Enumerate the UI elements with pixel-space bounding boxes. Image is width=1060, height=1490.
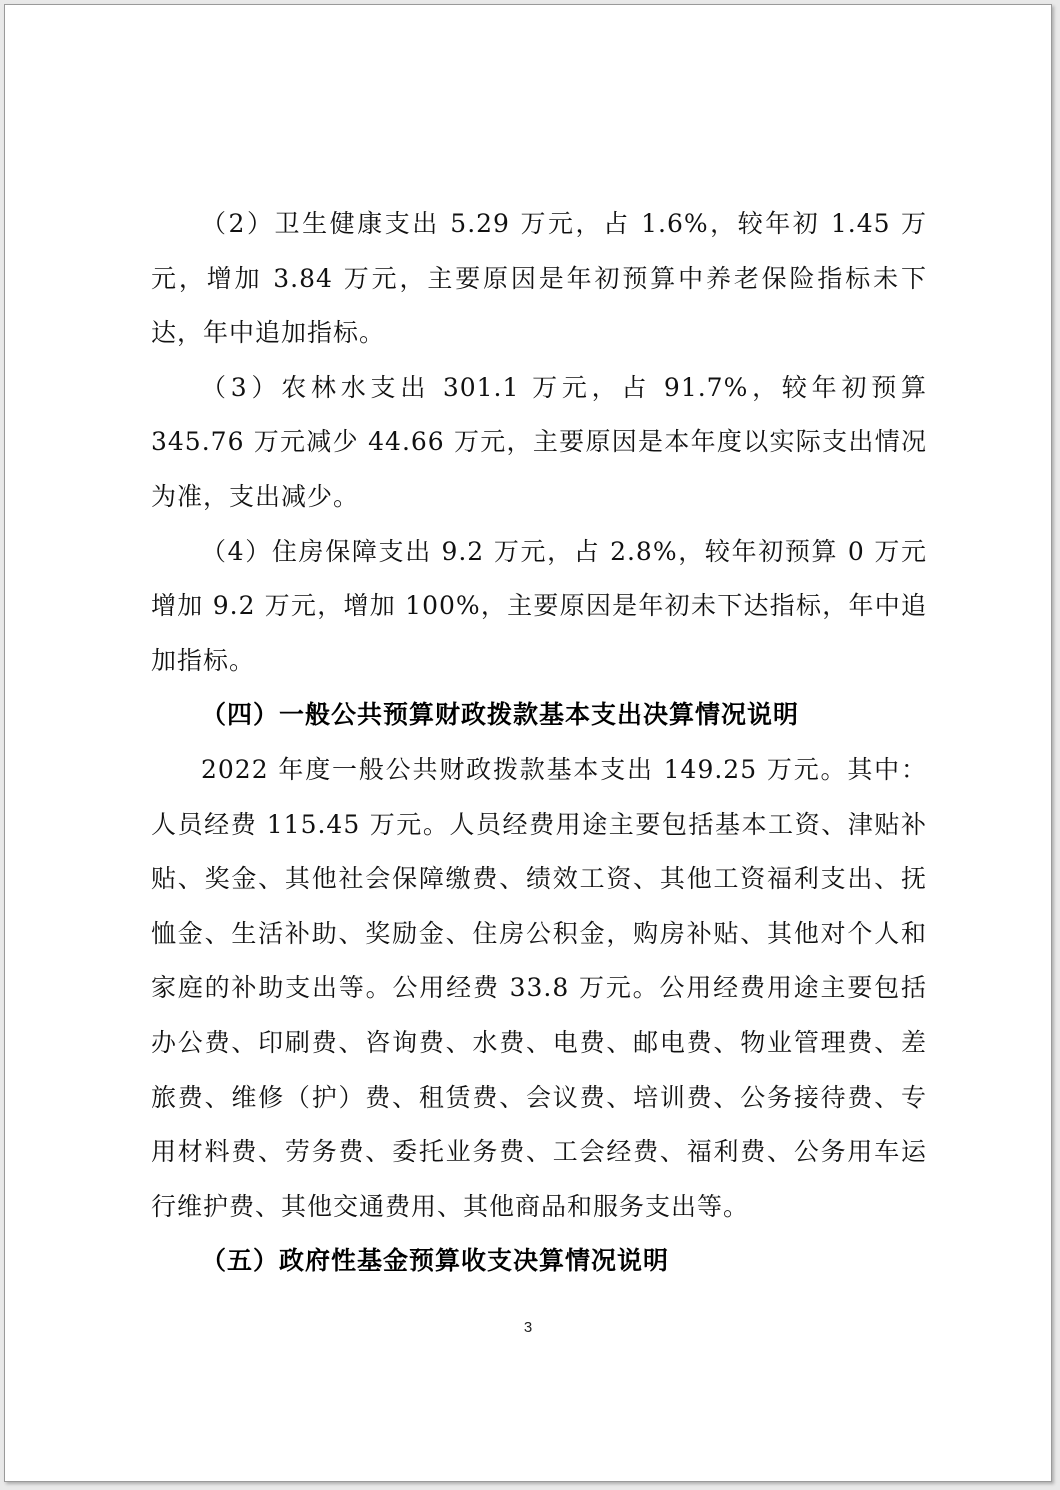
paragraph-basic-expenditure: 2022 年度一般公共财政拨款基本支出 149.25 万元。其中：人员经费 115.45 万元。人员经费用途主要包括基本工资、津贴补贴、奖金、其他社会保障缴费、绩效工资、其他工资福利支出、抚恤金、生活补助、奖励金、住房公积金，购房补贴、其他对个人和家庭的补助支出等。公用经费 33.8 万元。公用经费用途主要包括办公费、印刷费、咨询费、水费、电费、邮电费、物业管理费、差旅费、维修（护）费、租赁费、会议费、培训费、公务接待费、专用材料费、劳务费、委托业务费、工会经费、福利费、公务用车运行维护费、其他交通费用、其他商品和服务支出等。 (151, 754, 927, 1221)
section-heading-basic-expenditure: （四）一般公共预算财政拨款基本支出决算情况说明 (201, 700, 800, 730)
section-heading-government-fund: （五）政府性基金预算收支决算情况说明 (201, 1246, 670, 1276)
paragraph-housing-expenditure: （4）住房保障支出 9.2 万元，占 2.8%，较年初预算 0 万元增加 9.2 万元，增加 100%，主要原因是年初未下达指标，年中追加指标。 (151, 536, 927, 675)
page-number: 3 (523, 1319, 533, 1336)
paragraph-health-expenditure: （2）卫生健康支出 5.29 万元，占 1.6%，较年初 1.45 万元，增加 3.84 万元，主要原因是年初预算中养老保险指标未下达，年中追加指标。 (151, 209, 927, 348)
document-body (151, 197, 927, 1289)
document-page (4, 4, 1052, 1482)
paragraph-agriculture-expenditure: （3）农林水支出 301.1 万元，占 91.7%，较年初预算 345.76 万元减少 44.66 万元，主要原因是本年度以实际支出情况为准，支出减少。 (151, 372, 927, 511)
